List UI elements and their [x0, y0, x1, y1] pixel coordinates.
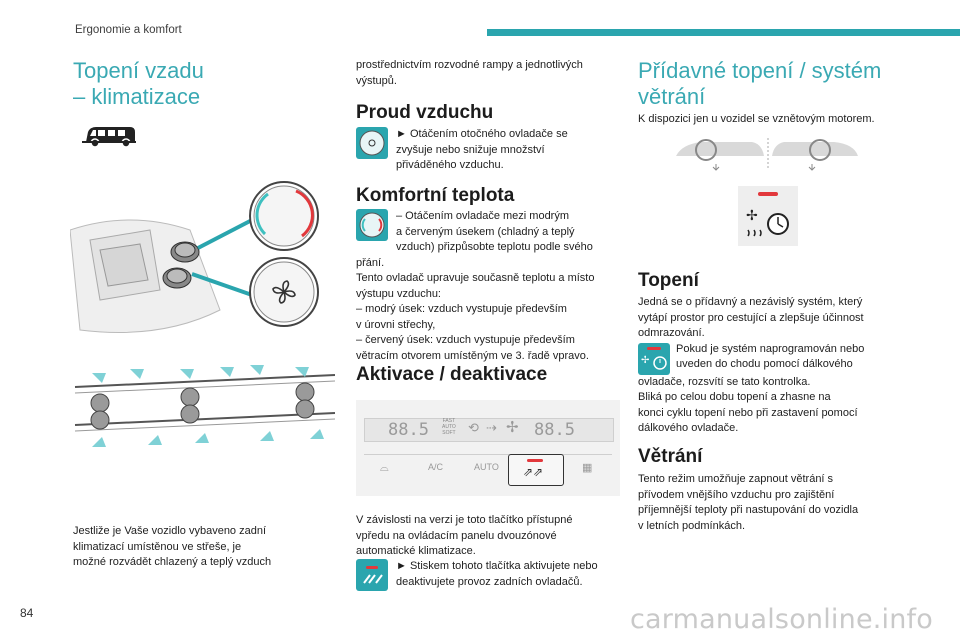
heating-section	[638, 295, 938, 437]
activation-body-line: V závislosti na verzi je toto tlačítko přístupné	[356, 514, 573, 526]
header-accent-bar	[487, 29, 960, 36]
heating-heading: Topení	[638, 270, 699, 291]
auto-label: AUTO	[442, 424, 456, 430]
heating-after-text: dálkového ovladače.	[638, 422, 739, 434]
ventilation-heading: Větrání	[638, 446, 703, 467]
temp-text: Tento ovladač upravuje současně teplotu a místo	[356, 272, 595, 284]
svg-text:✢: ✢	[746, 208, 758, 224]
auto-button[interactable]: AUTO	[474, 462, 499, 472]
rear-air-symbol-icon: ⇗⇗	[523, 465, 544, 479]
heating-timer-icon	[744, 202, 792, 242]
ventilation-text: v letních podmínkách.	[638, 519, 746, 532]
temp-text: a červeným úsekem (chladný a teplý	[396, 225, 575, 238]
panel-display-right: 88.5	[534, 420, 575, 440]
activation-icon-text	[356, 559, 624, 591]
temp-text: vzduch) přizpůsobte teplotu podle svého přání.	[356, 241, 593, 269]
heating-text: odmrazování.	[638, 327, 705, 339]
heating-after-text: konci cyklu topení nebo při zastavení pomocí	[638, 406, 858, 419]
panel-mode-labels	[442, 418, 456, 436]
airflow-text: ► Otáčením otočného ovladače se	[396, 128, 568, 140]
page-number: 84	[20, 606, 34, 620]
col1-body-line: Jestliže je Vaše vozidlo vybaveno zadní	[73, 525, 267, 537]
airflow-text: zvyšuje nebo snižuje množství	[396, 143, 545, 156]
activation-body	[356, 513, 624, 560]
temp-text: – modrý úsek: vzduch vystupuje především	[356, 303, 567, 315]
heating-lamp-illustration	[738, 186, 798, 246]
rear-air-led-icon	[527, 459, 543, 462]
svg-text:✢: ✢	[641, 354, 650, 366]
ventilation-section	[638, 472, 938, 534]
activation-text: deaktivujete provoz zadních ovladačů.	[396, 575, 583, 588]
temp-text: – Otáčením ovladače mezi modrým	[396, 210, 570, 222]
heating-icon-text: Pokud je systém naprogramován nebo	[676, 342, 865, 355]
dashboard-positions-illustration	[672, 134, 862, 174]
recirculation-icon: ⟲	[468, 420, 479, 435]
programmed-heating-icon	[638, 343, 670, 375]
col2-intro-line: prostřednictvím rozvodné rampy a jednotlivých	[356, 59, 583, 71]
airflow-section	[356, 127, 624, 174]
temp-text: výstupu vzduchu:	[356, 287, 441, 300]
panel-display-left: 88.5	[388, 420, 429, 440]
col3-title	[638, 58, 938, 110]
activation-body-line: automatické klimatizace.	[356, 545, 476, 557]
rear-air-button[interactable]	[508, 454, 564, 486]
rear-defrost-button[interactable]: ▦	[582, 462, 593, 474]
col1-title	[73, 58, 333, 110]
temp-text: v úrovni střechy,	[356, 318, 436, 331]
heating-after-text: ovladače, rozsvítí se tato kontrolka.	[638, 375, 811, 388]
ventilation-text: příjemnější teploty při nastupování do vozidla	[638, 504, 859, 516]
temp-heading: Komfortní teplota	[356, 185, 515, 206]
col1-body-line: klimatizací umístěnou ve střeše, je	[73, 540, 242, 553]
rear-controls-illustration	[70, 170, 335, 350]
heating-lamp-led-icon	[758, 192, 778, 196]
temperature-dial-icon	[356, 209, 388, 241]
airflow-mode-icon: ⇢	[486, 420, 497, 435]
airflow-text: přiváděného vzduchu.	[396, 159, 504, 171]
activation-text: ► Stiskem tohoto tlačítka aktivujete nebo	[396, 560, 598, 572]
fan-icon: ✢	[506, 419, 519, 436]
col1-title-line2: – klimatizace	[73, 84, 201, 109]
heating-after-text: Bliká po celou dobu topení a zhasne na	[638, 391, 831, 403]
col2-intro	[356, 58, 621, 89]
col2-intro-line: výstupů.	[356, 74, 397, 87]
ventilation-text: přívodem vnějšího vzduchu pro zajištění	[638, 488, 835, 501]
col1-body	[73, 524, 333, 571]
heating-text: Jedná se o přídavný a nezávislý systém, který	[638, 296, 863, 308]
van-silhouette-icon	[80, 124, 138, 150]
activation-body-line: vpředu na ovládacím panelu dvouzónové	[356, 529, 557, 542]
col3-intro: K dispozici jen u vozidel se vznětovým motorem.	[638, 113, 875, 125]
fast-label: FAST	[442, 418, 456, 424]
temp-text: větracím otvorem umístěným ve 3. řadě vpravo.	[356, 349, 589, 362]
ventilation-text: Tento režim umožňuje zapnout větrání s	[638, 473, 834, 485]
heating-text: vytápí prostor pro cestující a zlepšuje účinnost	[638, 311, 864, 324]
roof-vents-illustration	[70, 365, 335, 455]
heating-icon-text: uveden do chodu pomocí dálkového	[676, 358, 853, 370]
temp-section	[356, 209, 624, 364]
soft-label: SOFT	[442, 430, 456, 436]
climate-panel-illustration	[356, 400, 620, 496]
activation-heading: Aktivace / deaktivace	[356, 364, 548, 385]
airflow-heading: Proud vzduchu	[356, 102, 494, 123]
running-header: Ergonomie a komfort	[75, 24, 182, 36]
rear-air-button-icon	[356, 559, 388, 591]
ac-button[interactable]: A/C	[428, 462, 444, 472]
windshield-defrost-button[interactable]: ⌓	[380, 462, 389, 474]
fan-dial-icon	[356, 127, 388, 159]
col1-body-line: možné rozvádět chlazený a teplý vzduch	[73, 556, 272, 568]
col3-title-line2: větrání	[638, 84, 706, 109]
col1-title-line1: Topení vzadu	[73, 58, 204, 83]
temp-text: – červený úsek: vzduch vystupuje především	[356, 334, 575, 346]
col3-title-line1: Přídavné topení / systém	[638, 58, 882, 83]
watermark: carmanualsonline.info	[630, 604, 933, 635]
